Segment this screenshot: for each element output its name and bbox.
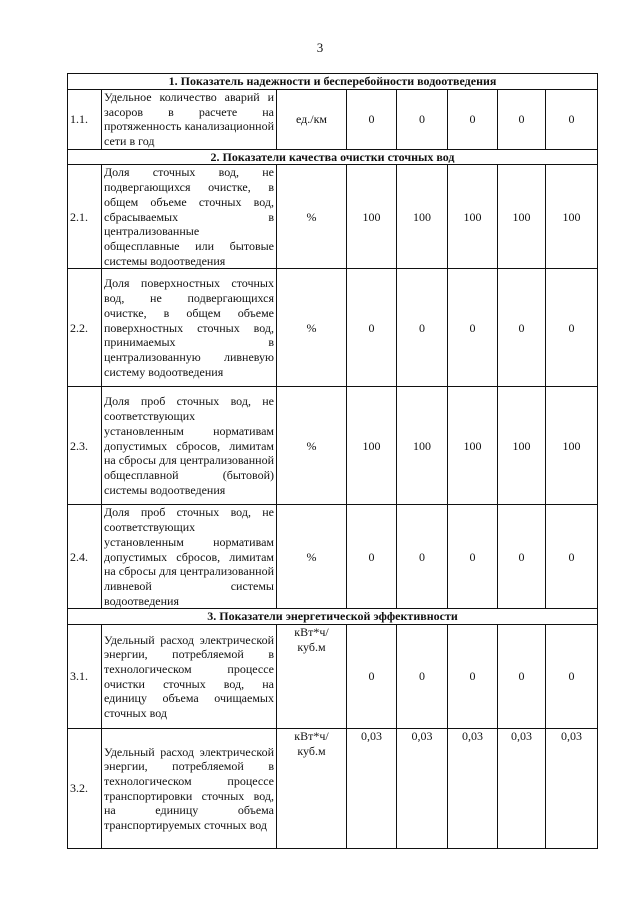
row-value: 0 (397, 505, 448, 609)
table-row (68, 387, 598, 505)
row-value: 0 (397, 269, 448, 387)
row-value: 100 (498, 165, 546, 269)
row-value: 0 (546, 505, 598, 609)
row-value: 100 (546, 387, 598, 505)
row-number: 2.3. (68, 387, 102, 505)
row-value: 100 (448, 165, 498, 269)
row-description: Доля проб сточных вод, не соответствующих установленным нормативам допустимых сбросов, лимитам на сбросы для централизованной ливневой системы водоотведения (102, 505, 277, 609)
row-value: 100 (397, 165, 448, 269)
row-unit: % (277, 505, 347, 609)
row-value: 0 (448, 505, 498, 609)
row-value: 0 (498, 269, 546, 387)
row-value: 0 (498, 625, 546, 729)
section-header-row (68, 609, 598, 625)
row-value: 100 (347, 165, 397, 269)
row-value: 0 (546, 269, 598, 387)
section-title: 2. Показатели качества очистки сточных вод (68, 149, 598, 165)
row-value: 0,03 (448, 729, 498, 849)
section-title: 3. Показатели энергетической эффективности (68, 609, 598, 625)
row-value: 0 (498, 505, 546, 609)
row-value: 100 (347, 387, 397, 505)
row-number: 2.1. (68, 165, 102, 269)
row-description: Удельное количество аварий и засоров в расчете на протяженность канализационной сети в год (102, 89, 277, 149)
row-number: 1.1. (68, 89, 102, 149)
row-description: Удельный расход электрической энергии, потребляемой в технологическом процессе транспортировки сточных вод, на единицу объема транспортируемых сточных вод (102, 729, 277, 849)
section-header-row (68, 149, 598, 165)
row-value: 0 (448, 625, 498, 729)
row-value: 0 (448, 89, 498, 149)
row-value: 0 (448, 269, 498, 387)
row-value: 0 (347, 625, 397, 729)
row-value: 0 (498, 89, 546, 149)
row-value: 0 (397, 625, 448, 729)
row-unit: ед./км (277, 89, 347, 149)
row-value: 0,03 (397, 729, 448, 849)
row-unit: % (277, 387, 347, 505)
row-value: 0 (546, 625, 598, 729)
row-value: 0,03 (347, 729, 397, 849)
section-title: 1. Показатель надежности и бесперебойности водоотведения (68, 74, 598, 90)
row-description: Доля поверхностных сточных вод, не подвергающихся очистке, в общем объеме поверхностных сточных вод, принимаемых в централизованную ливневую систему водоотведения (102, 269, 277, 387)
row-value: 0 (347, 269, 397, 387)
table-row (68, 505, 598, 609)
indicators-table (67, 73, 598, 849)
row-unit: кВт*ч/ куб.м (277, 625, 347, 729)
row-number: 2.2. (68, 269, 102, 387)
row-value: 100 (546, 165, 598, 269)
row-unit: кВт*ч/ куб.м (277, 729, 347, 849)
section-header-row (68, 74, 598, 90)
row-value: 0,03 (498, 729, 546, 849)
page-number: 3 (316, 40, 324, 55)
table-row (68, 89, 598, 149)
table-row (68, 625, 598, 729)
row-number: 3.1. (68, 625, 102, 729)
row-number: 2.4. (68, 505, 102, 609)
row-unit: % (277, 269, 347, 387)
row-value: 0 (397, 89, 448, 149)
row-description: Доля проб сточных вод, не соответствующих установленным нормативам допустимых сбросов, лимитам на сбросы для централизованной общесплавной (бытовой) системы водоотведения (102, 387, 277, 505)
row-value: 100 (397, 387, 448, 505)
row-value: 100 (448, 387, 498, 505)
row-value: 100 (498, 387, 546, 505)
row-unit: % (277, 165, 347, 269)
table-row (68, 269, 598, 387)
row-description: Доля сточных вод, не подвергающихся очистке, в общем объеме сточных вод, сбрасываемых в централизованные общесплавные или бытовые системы водоотведения (102, 165, 277, 269)
row-value: 0 (546, 89, 598, 149)
row-number: 3.2. (68, 729, 102, 849)
table-row (68, 729, 598, 849)
row-value: 0,03 (546, 729, 598, 849)
row-value: 0 (347, 505, 397, 609)
row-description: Удельный расход электрической энергии, потребляемой в технологическом процессе очистки сточных вод, на единицу объема очищаемых сточных вод (102, 625, 277, 729)
row-value: 0 (347, 89, 397, 149)
table-row (68, 165, 598, 269)
